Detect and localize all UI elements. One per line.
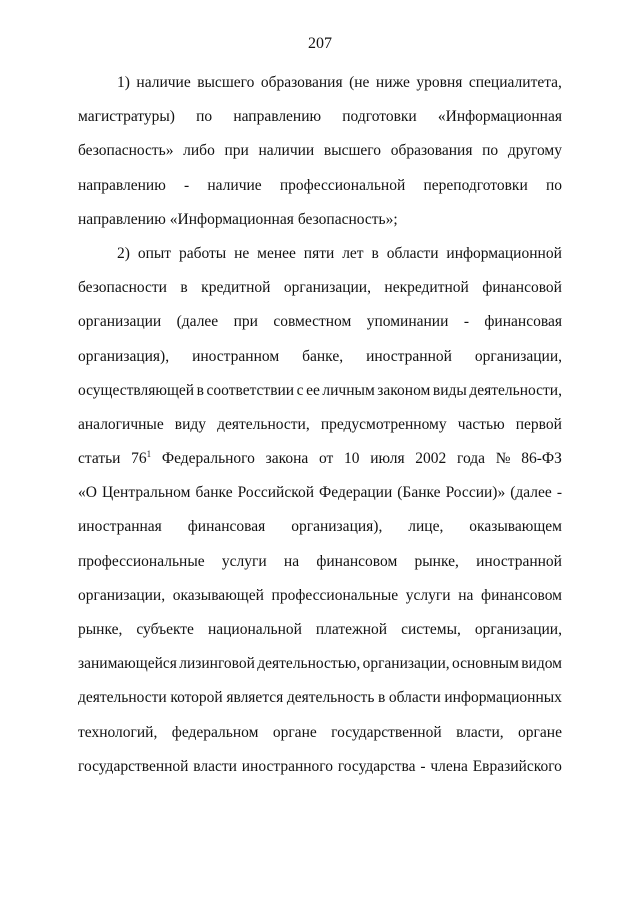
text-line: осуществляющей в соответствии с ее личным законом виды деятельности, <box>78 381 562 399</box>
text-line: профессиональные услуги на финансовом рынке, иностранной <box>78 552 562 570</box>
text-line: занимающейся лизинговой деятельностью, организации, основным видом <box>78 655 562 673</box>
text-line: статьи $76^1$ Федерального закона от 10 июля 2002 года № 86-ФЗ <box>78 448 562 468</box>
page-number: 207 <box>308 35 332 52</box>
text-line: «О Центральном банке Российской Федерации (Банке России)» (далее - <box>78 484 562 502</box>
text-line: организации (далее при совместном упоминании - финансовая <box>78 313 562 331</box>
text-line: магистратуры) по направлению подготовки «Информационная <box>78 108 562 126</box>
text-line: иностранная финансовая организация), лице, оказывающем <box>78 518 562 536</box>
text-line: направлению - наличие профессиональной переподготовки по <box>78 176 562 194</box>
text-line: направлению «Информационная безопасность»; <box>78 210 398 228</box>
text-line: 1) наличие высшего образования (не ниже уровня специалитета, <box>117 74 562 91</box>
text-line: организация), иностранном банке, иностранной организации, <box>78 347 562 365</box>
text-line: рынке, субъекте национальной платежной системы, организации, <box>78 621 562 638</box>
text-line: безопасности в кредитной организации, некредитной финансовой <box>78 279 562 297</box>
text-line: технологий, федеральном органе государственной власти, органе <box>78 723 562 741</box>
text-line: организации, оказывающей профессиональные услуги на финансовом <box>78 586 562 604</box>
text-line: аналогичные виду деятельности, предусмотренному частью первой <box>78 415 562 433</box>
text-line: безопасность» либо при наличии высшего образования по другому <box>78 142 562 160</box>
text-line: деятельности которой является деятельность в области информационных <box>78 689 562 707</box>
text-line: государственной власти иностранного государства - члена Евразийского <box>78 757 562 775</box>
document-body <box>78 66 562 784</box>
text-line: 2) опыт работы не менее пяти лет в области информационной <box>117 244 562 262</box>
paragraph <box>78 237 562 784</box>
paragraph <box>78 66 562 237</box>
